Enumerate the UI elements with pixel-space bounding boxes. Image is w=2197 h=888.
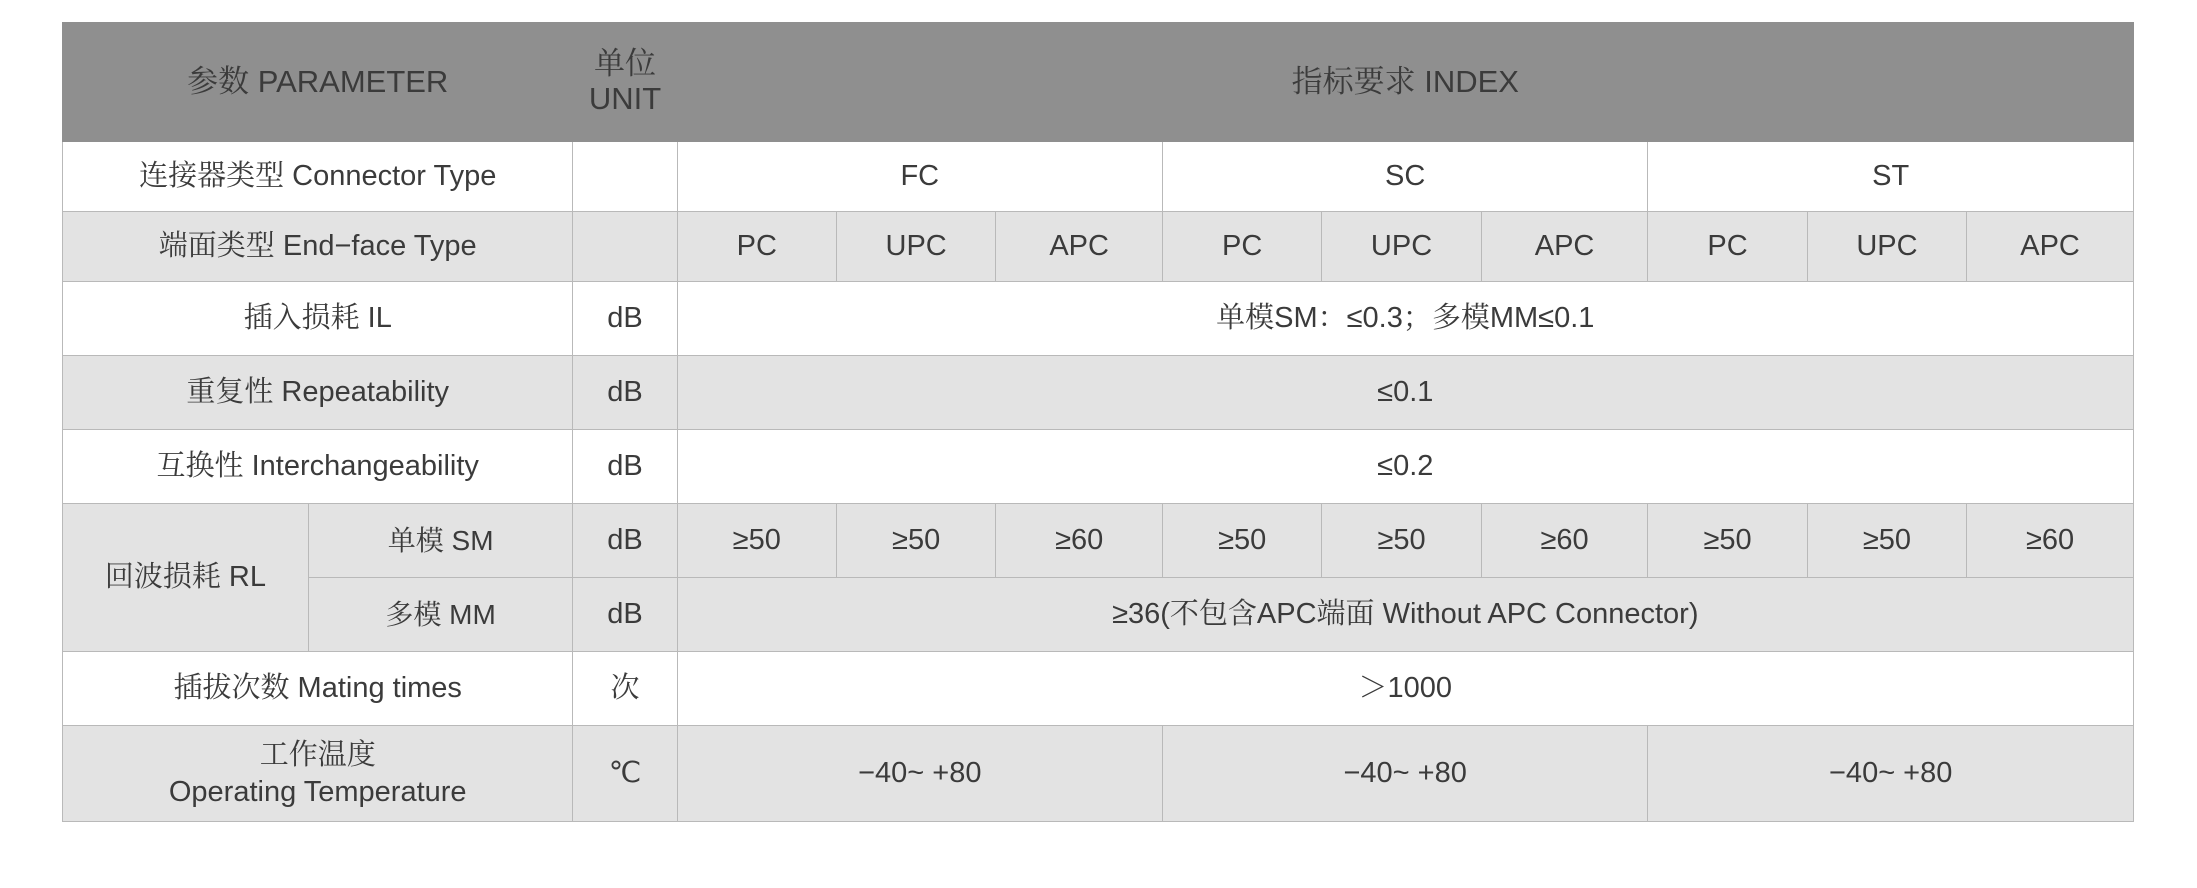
connector-type-label: 连接器类型 Connector Type <box>63 142 573 212</box>
interchangeability-unit: dB <box>573 430 677 504</box>
insertion-loss-unit: dB <box>573 282 677 356</box>
header-unit <box>573 23 677 142</box>
header-index: 指标要求 INDEX <box>677 23 2133 142</box>
table-row-return-loss-sm <box>63 504 2134 578</box>
return-loss-mm-value: ≥36(不包含APC端面 Without APC Connector) <box>677 578 2133 652</box>
table-row-endface-type <box>63 212 2134 282</box>
mating-times-label: 插拔次数 Mating times <box>63 652 573 726</box>
table-row-insertion-loss <box>63 282 2134 356</box>
operating-temperature-label <box>63 726 573 822</box>
endface-type-value-8: APC <box>1967 212 2134 282</box>
return-loss-sm-label: 单模 SM <box>308 504 573 578</box>
endface-type-value-7: UPC <box>1807 212 1966 282</box>
return-loss-sm-value-7: ≥50 <box>1807 504 1966 578</box>
interchangeability-label: 互换性 Interchangeability <box>63 430 573 504</box>
mating-times-value: ＞1000 <box>677 652 2133 726</box>
operating-temperature-unit: ℃ <box>573 726 677 822</box>
endface-type-value-0: PC <box>677 212 836 282</box>
repeatability-value: ≤0.1 <box>677 356 2133 430</box>
connector-type-value-sc: SC <box>1162 142 1647 212</box>
insertion-loss-value: 单模SM：≤0.3；多模MM≤0.1 <box>677 282 2133 356</box>
header-parameter: 参数 PARAMETER <box>63 23 573 142</box>
return-loss-sm-value-1: ≥50 <box>836 504 995 578</box>
operating-temperature-value-sc: −40~ +80 <box>1162 726 1647 822</box>
repeatability-label: 重复性 Repeatability <box>63 356 573 430</box>
mating-times-unit: 次 <box>573 652 677 726</box>
repeatability-unit: dB <box>573 356 677 430</box>
return-loss-sm-value-5: ≥60 <box>1481 504 1648 578</box>
operating-temperature-value-st: −40~ +80 <box>1648 726 2134 822</box>
operating-temperature-value-fc: −40~ +80 <box>677 726 1162 822</box>
endface-type-value-6: PC <box>1648 212 1807 282</box>
connector-type-unit <box>573 142 677 212</box>
spec-table-container <box>62 22 2134 822</box>
header-unit-line1: 单位 <box>594 46 656 82</box>
endface-type-value-4: UPC <box>1322 212 1481 282</box>
return-loss-sm-value-4: ≥50 <box>1322 504 1481 578</box>
header-unit-line2: UNIT <box>588 81 662 116</box>
connector-type-value-fc: FC <box>677 142 1162 212</box>
table-row-return-loss-mm <box>63 578 2134 652</box>
endface-type-label: 端面类型 End−face Type <box>63 212 573 282</box>
return-loss-sm-value-2: ≥60 <box>996 504 1163 578</box>
return-loss-sm-unit: dB <box>573 504 677 578</box>
table-row-interchangeability <box>63 430 2134 504</box>
interchangeability-value: ≤0.2 <box>677 430 2133 504</box>
endface-type-value-5: APC <box>1481 212 1648 282</box>
endface-type-value-1: UPC <box>836 212 995 282</box>
specification-table <box>62 22 2134 822</box>
table-row-repeatability <box>63 356 2134 430</box>
endface-type-value-2: APC <box>996 212 1163 282</box>
insertion-loss-label: 插入损耗 IL <box>63 282 573 356</box>
return-loss-sm-value-6: ≥50 <box>1648 504 1807 578</box>
return-loss-sm-value-3: ≥50 <box>1162 504 1321 578</box>
endface-type-value-3: PC <box>1162 212 1321 282</box>
operating-temperature-label-line1: 工作温度 <box>259 739 376 772</box>
table-row-mating-times <box>63 652 2134 726</box>
return-loss-mm-unit: dB <box>573 578 677 652</box>
operating-temperature-label-line2: Operating Temperature <box>168 775 467 808</box>
table-header-row <box>63 23 2134 142</box>
connector-type-value-st: ST <box>1648 142 2134 212</box>
return-loss-label: 回波损耗 RL <box>63 504 309 652</box>
table-row-connector-type <box>63 142 2134 212</box>
return-loss-mm-label: 多模 MM <box>308 578 573 652</box>
endface-type-unit <box>573 212 677 282</box>
return-loss-sm-value-8: ≥60 <box>1967 504 2134 578</box>
table-row-operating-temperature <box>63 726 2134 822</box>
return-loss-sm-value-0: ≥50 <box>677 504 836 578</box>
